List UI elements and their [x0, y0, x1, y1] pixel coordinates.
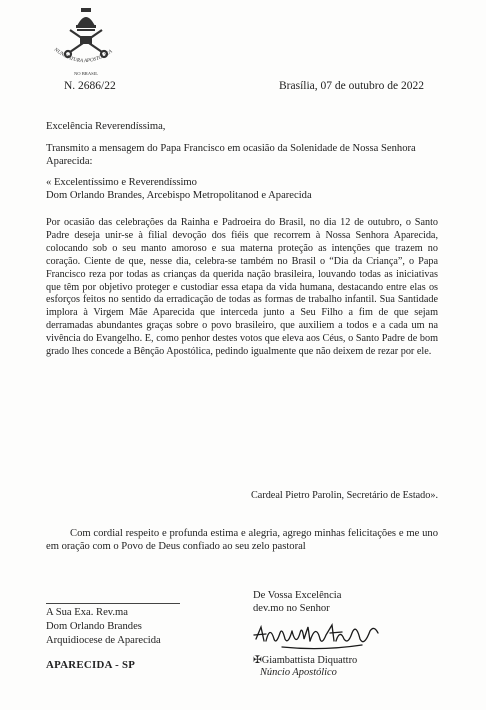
- closing-paragraph: Com cordial respeito e profunda estima e alegria, agrego minhas felicitações e me uno em oração com o Povo de Deus confiado ao seu zelo pastoral: [46, 528, 438, 553]
- signer-role: Núncio Apostólico: [260, 667, 337, 678]
- signature-salutation: [253, 589, 341, 615]
- seal-arc-text: NUNCIATURA APOSTÓLICA: [52, 46, 114, 65]
- quote-line-2: Dom Orlando Brandes, Arcebispo Metropolitanod e Aparecida: [46, 190, 312, 202]
- reference-number: N. 2686/22: [64, 80, 116, 92]
- signature-line-2: dev.mo no Senhor: [253, 603, 330, 614]
- signer-name: ✠Giambattista Diquattro: [253, 655, 358, 666]
- intro-paragraph: Transmito a mensagem do Papa Francisco em ocasião da Solenidade de Nossa Senhora Aparecida:: [46, 143, 416, 168]
- addressee-line-3: Arquidiocese de Aparecida: [46, 635, 161, 646]
- quote-signature: Cardeal Pietro Parolin, Secretário de Estado».: [251, 490, 438, 501]
- quote-line-1: « Excelentíssimo e Reverendíssimo: [46, 177, 197, 188]
- addressee-block: [46, 606, 161, 648]
- message-body: Por ocasião das celebrações da Rainha e Padroeira do Brasil, no dia 12 de outubro, o Santo Padre deseja unir-se à filial devoção dos fiéis que recorrem à Nossa Senhora Aparecida, colocando sob o seu manto amoroso e sua materna proteção as intenções que trazem no coração. Ciente de que, nesse dia, celebra-se também no Brasil o “Dia da Criança”, o Papa Francisco reza por todas as crianças da querida nação brasileira, louvando todas as iniciativas que têm por objetivo proteger e custodiar essa etapa da vida humana, destacando entre elas os esforços feitos no sentido da erradicação de todas as formas de trabalho infantil. Sua Santidade implora à Virgem Mãe Aparecida que interceda junto a Seu Filho a fim de que sejam derramadas abundantes graças sobre o povo brasileiro, que auxiliem a todos e a cada um na vivência do Evangelho. E, como penhor destes votos que eleva aos Céus, o Santo Padre de bom grado lhes concede a Bênção Apostólica, pedindo igualmente que não deixem de rezar por ele.: [46, 217, 438, 358]
- addressee-line-1: A Sua Exa. Rev.ma: [46, 607, 128, 618]
- salutation: Excelência Reverendíssima,: [46, 121, 166, 132]
- place-date: Brasília, 07 de outubro de 2022: [278, 80, 424, 92]
- addressee-line-2: Dom Orlando Brandes: [46, 621, 142, 632]
- svg-text:NUNCIATURA APOSTÓLICA: [52, 46, 114, 64]
- signature-line-1: De Vossa Excelência: [253, 590, 342, 601]
- addressee-city: APARECIDA - SP: [46, 659, 136, 671]
- nunciature-seal-icon: [46, 6, 126, 78]
- address-divider: [46, 603, 180, 604]
- handwritten-signature: [252, 619, 382, 653]
- seal-country-text: NO BRASIL: [73, 71, 99, 76]
- quote-heading: [46, 176, 438, 202]
